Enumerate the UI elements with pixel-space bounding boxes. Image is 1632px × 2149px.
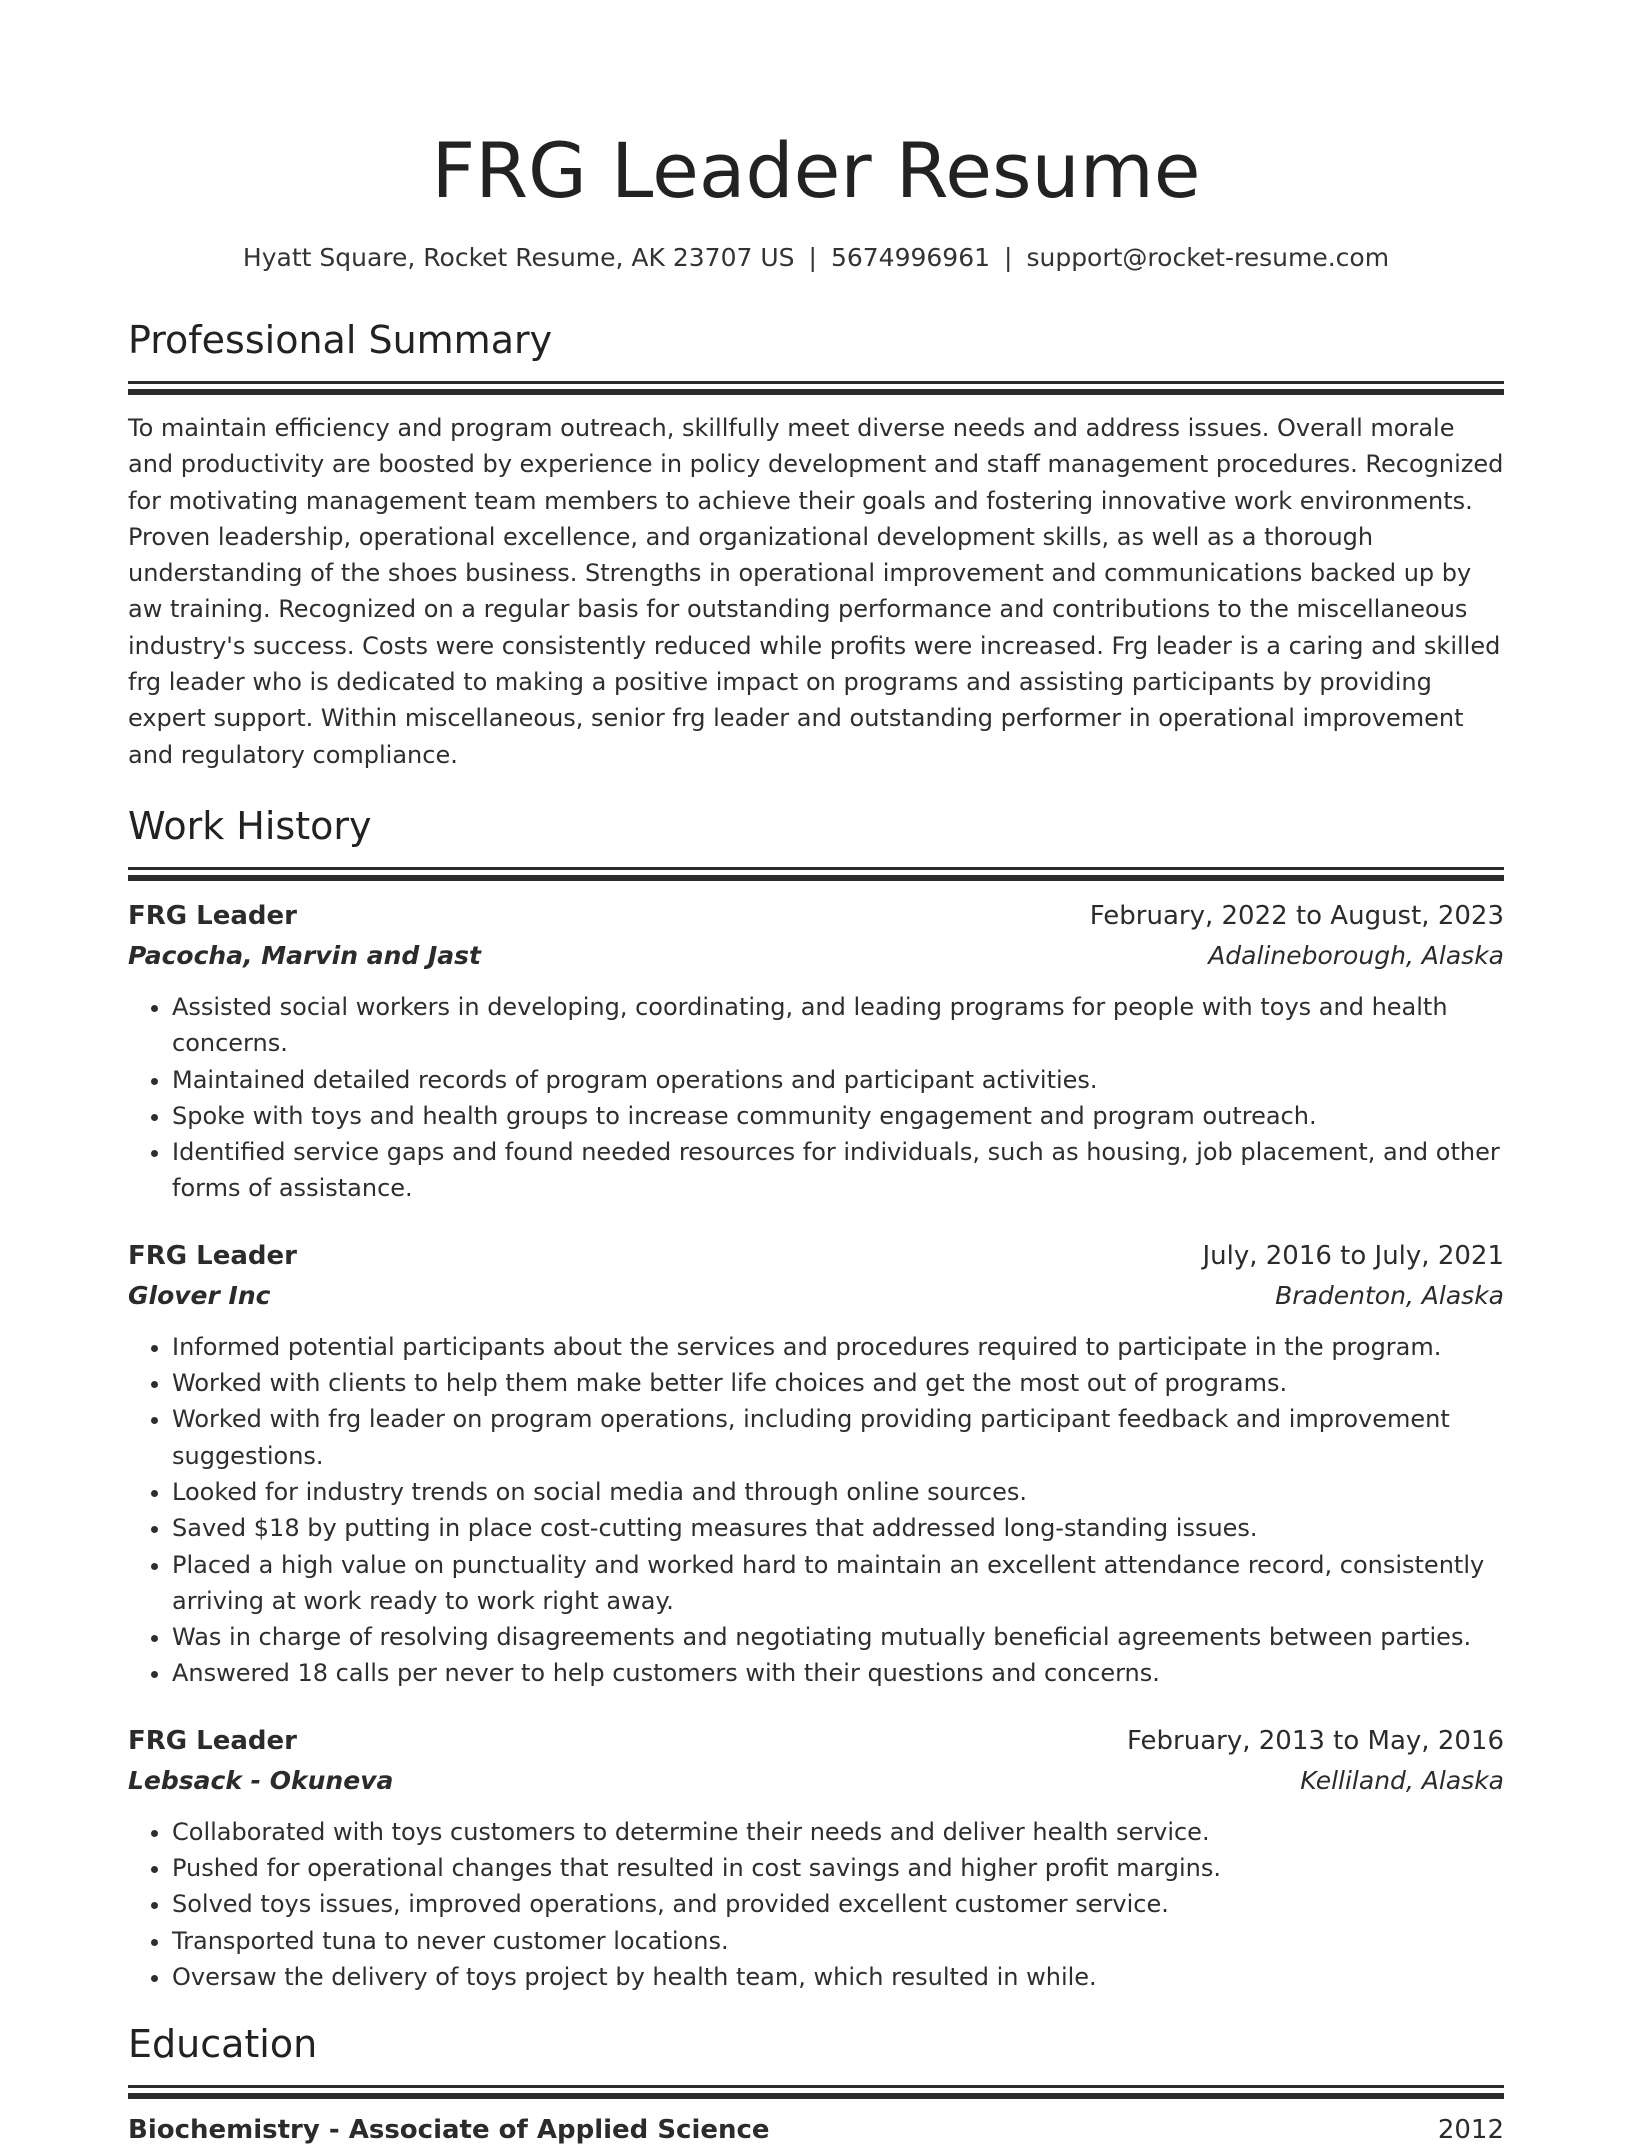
job-bullets — [128, 989, 1504, 1207]
section-rule-thick — [128, 875, 1504, 881]
contact-email: support@rocket-resume.com — [1026, 243, 1390, 272]
section-title-summary: Professional Summary — [128, 318, 553, 362]
job-dates: February, 2022 to August, 2023 — [1089, 900, 1504, 931]
list-item: • Worked with frg leader on program operations, including providing participant feedback and improvement suggestions. — [172, 1401, 1504, 1474]
contact-separator: | — [808, 243, 817, 272]
contact-phone: 5674996961 — [830, 243, 991, 272]
section-rule — [128, 867, 1504, 870]
job-company: Lebsack - Okuneva — [128, 1765, 394, 1795]
list-item: • Placed a high value on punctuality and worked hard to maintain an excellent attendance record, consistently arriving at work ready to work right away. — [172, 1547, 1504, 1620]
list-item: • Solved toys issues, improved operations, and provided excellent customer service. — [172, 1886, 1504, 1922]
list-item: • Transported tuna to never customer locations. — [172, 1923, 1504, 1959]
summary-section — [128, 315, 1504, 773]
list-item: • Oversaw the delivery of toys project by health team, which resulted in while. — [172, 1959, 1504, 1995]
job-location: Adalineborough, Alaska — [1208, 940, 1504, 970]
contact-line — [128, 241, 1504, 275]
education-row — [128, 2111, 1504, 2149]
job-location: Bradenton, Alaska — [1275, 1280, 1504, 1310]
work-section — [128, 801, 1504, 1995]
list-item: • Was in charge of resolving disagreements and negotiating mutually beneficial agreements between parties. — [172, 1619, 1504, 1655]
education-degree: Biochemistry - Associate of Applied Science — [128, 2115, 770, 2146]
job-header-row — [128, 1722, 1504, 1760]
job-bullets — [128, 1329, 1504, 1692]
list-item: • Saved $18 by putting in place cost-cutting measures that addressed long-standing issues. — [172, 1510, 1504, 1546]
list-item: • Looked for industry trends on social media and through online sources. — [172, 1474, 1504, 1510]
list-item: • Collaborated with toys customers to determine their needs and deliver health service. — [172, 1814, 1504, 1850]
list-item: • Assisted social workers in developing, coordinating, and leading programs for people with toys and health concerns. — [172, 989, 1504, 1062]
job-bullets — [128, 1814, 1504, 1995]
job-entry — [128, 1237, 1504, 1692]
job-header-row — [128, 1237, 1504, 1275]
list-item: • Pushed for operational changes that resulted in cost savings and higher profit margins. — [172, 1850, 1504, 1886]
contact-separator: | — [1004, 243, 1013, 272]
section-title-education: Education — [128, 2022, 318, 2067]
job-company-row — [128, 1277, 1504, 1315]
job-entry — [128, 897, 1504, 1207]
list-item: • Worked with clients to help them make better life choices and get the most out of programs. — [172, 1365, 1504, 1401]
education-section — [128, 2019, 1504, 2149]
job-title: FRG Leader — [128, 900, 297, 931]
job-header-row — [128, 897, 1504, 935]
section-title-work: Work History — [128, 803, 372, 848]
resume-title: FRG Leader Resume — [431, 126, 1201, 215]
list-item: • Spoke with toys and health groups to increase community engagement and program outreach. — [172, 1098, 1504, 1134]
list-item: • Maintained detailed records of program operations and participant activities. — [172, 1062, 1504, 1098]
job-company: Pacocha, Marvin and Jast — [128, 940, 481, 970]
education-year: 2012 — [1437, 2115, 1504, 2146]
job-location: Kelliland, Alaska — [1300, 1765, 1504, 1795]
list-item: • Answered 18 calls per never to help customers with their questions and concerns. — [172, 1655, 1504, 1691]
section-rule-thick — [128, 2093, 1504, 2099]
list-item: • Identified service gaps and found needed resources for individuals, such as housing, job placement, and other forms of assistance. — [172, 1134, 1504, 1207]
contact-address: Hyatt Square, Rocket Resume, AK 23707 US — [242, 243, 795, 272]
job-title: FRG Leader — [128, 1725, 297, 1756]
job-company: Glover Inc — [128, 1280, 271, 1310]
summary-text: To maintain efficiency and program outreach, skillfully meet diverse needs and address issues. Overall morale and productivity are boosted by experience in policy development and staff management procedures. Recognized for motivating management team members to achieve their goals and fostering innovative work environments. Proven leadership, operational excellence, and organizational development skills, as well as a thorough understanding of the shoes business. Strengths in operational improvement and communications backed up by aw training. Recognized on a regular basis for outstanding performance and contributions to the miscellaneous industry's success. Costs were consistently reduced while profits were increased. Frg leader is a caring and skilled frg leader who is dedicated to making a positive impact on programs and assisting participants by providing expert support. Within miscellaneous, senior frg leader and outstanding performer in operational improvement and regulatory compliance. — [128, 414, 1504, 769]
job-company-row — [128, 1762, 1504, 1800]
section-rule-thick — [128, 389, 1504, 395]
job-title: FRG Leader — [128, 1240, 297, 1271]
job-dates: July, 2016 to July, 2021 — [1202, 1240, 1504, 1271]
job-entry — [128, 1722, 1504, 1995]
section-rule — [128, 381, 1504, 384]
job-company-row — [128, 937, 1504, 975]
job-dates: February, 2013 to May, 2016 — [1127, 1725, 1504, 1756]
section-rule — [128, 2085, 1504, 2088]
list-item: • Informed potential participants about the services and procedures required to participate in the program. — [172, 1329, 1504, 1365]
